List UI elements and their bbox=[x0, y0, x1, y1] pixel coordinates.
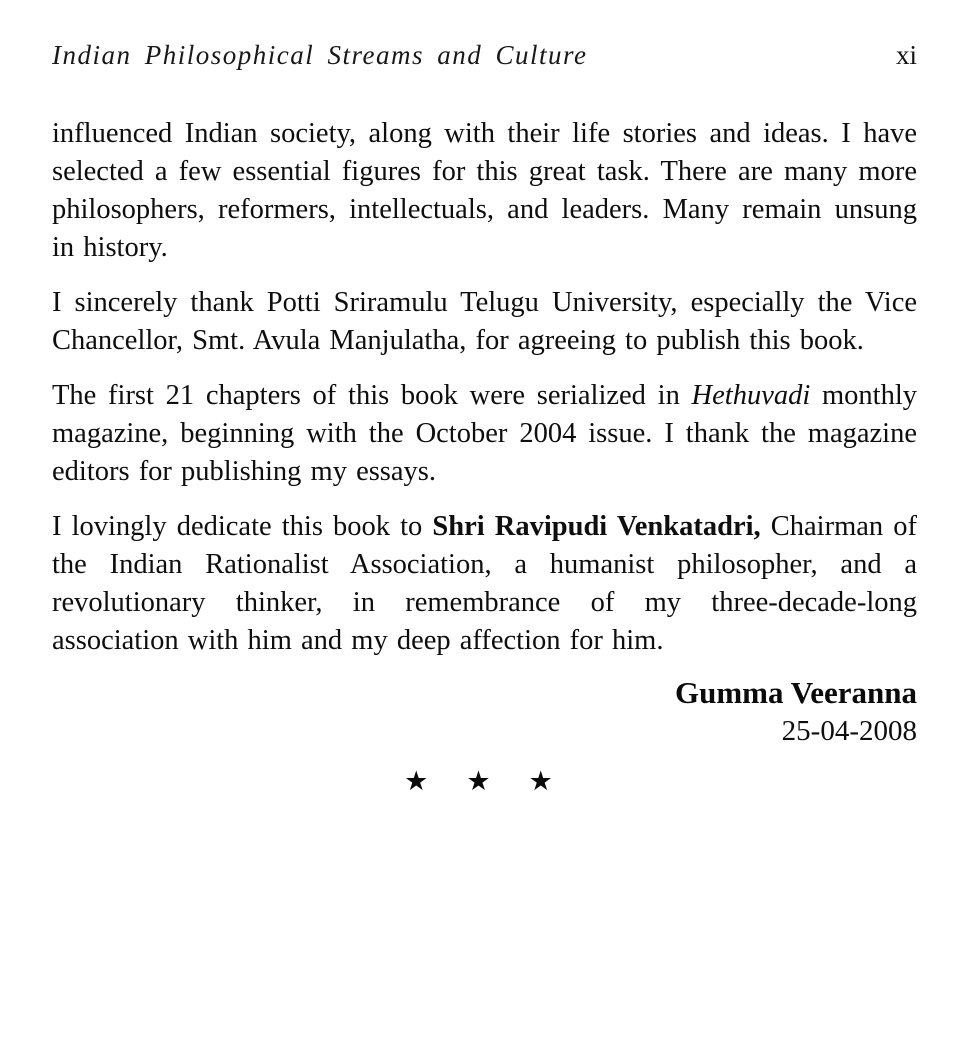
text-segment: The first 21 chapters of this book were serialized in bbox=[52, 380, 692, 411]
dedicatee-name: Shri Ravipudi Venkatadri, bbox=[432, 511, 761, 542]
text-segment: I lovingly dedicate this book to bbox=[52, 511, 433, 542]
author-name: Gumma Veeranna bbox=[675, 675, 917, 710]
book-title: Indian Philosophical Streams and Culture bbox=[52, 40, 588, 70]
paragraph bbox=[52, 284, 917, 360]
paragraph bbox=[52, 115, 917, 267]
running-header bbox=[52, 40, 917, 71]
text-segment: I sincerely thank Potti Sriramulu Telugu University, especially the Vice Chancellor, Smt. Avula Manjulatha, for agreeing to publish this book. bbox=[52, 287, 917, 356]
magazine-name: Hethuvadi bbox=[691, 380, 811, 411]
paragraph bbox=[52, 508, 917, 660]
text-segment: Chairman of the Indian Rationalist Association, a humanist philosopher, and a revolutionary thinker, in remembrance of my three-decade-long association with him and my deep affection for him. bbox=[52, 511, 917, 656]
page-number: xi bbox=[895, 40, 917, 70]
star-icon: ★ bbox=[466, 766, 491, 796]
paragraph bbox=[52, 377, 917, 491]
text-segment: influenced Indian society, along with their life stories and ideas. I have selected a few essential figures for this great task. There are many more philosophers, reformers, intellectuals, and leaders. Many remain unsung in history. bbox=[52, 118, 917, 263]
signature-block bbox=[52, 674, 917, 750]
text-segment: monthly magazine, beginning with the October 2004 issue. I thank the magazine editors for publishing my essays. bbox=[52, 380, 917, 487]
section-divider bbox=[52, 768, 917, 795]
signature-date: 25-04-2008 bbox=[781, 715, 917, 747]
star-icon: ★ bbox=[404, 766, 429, 796]
star-icon: ★ bbox=[528, 766, 553, 796]
body-text bbox=[52, 115, 917, 660]
